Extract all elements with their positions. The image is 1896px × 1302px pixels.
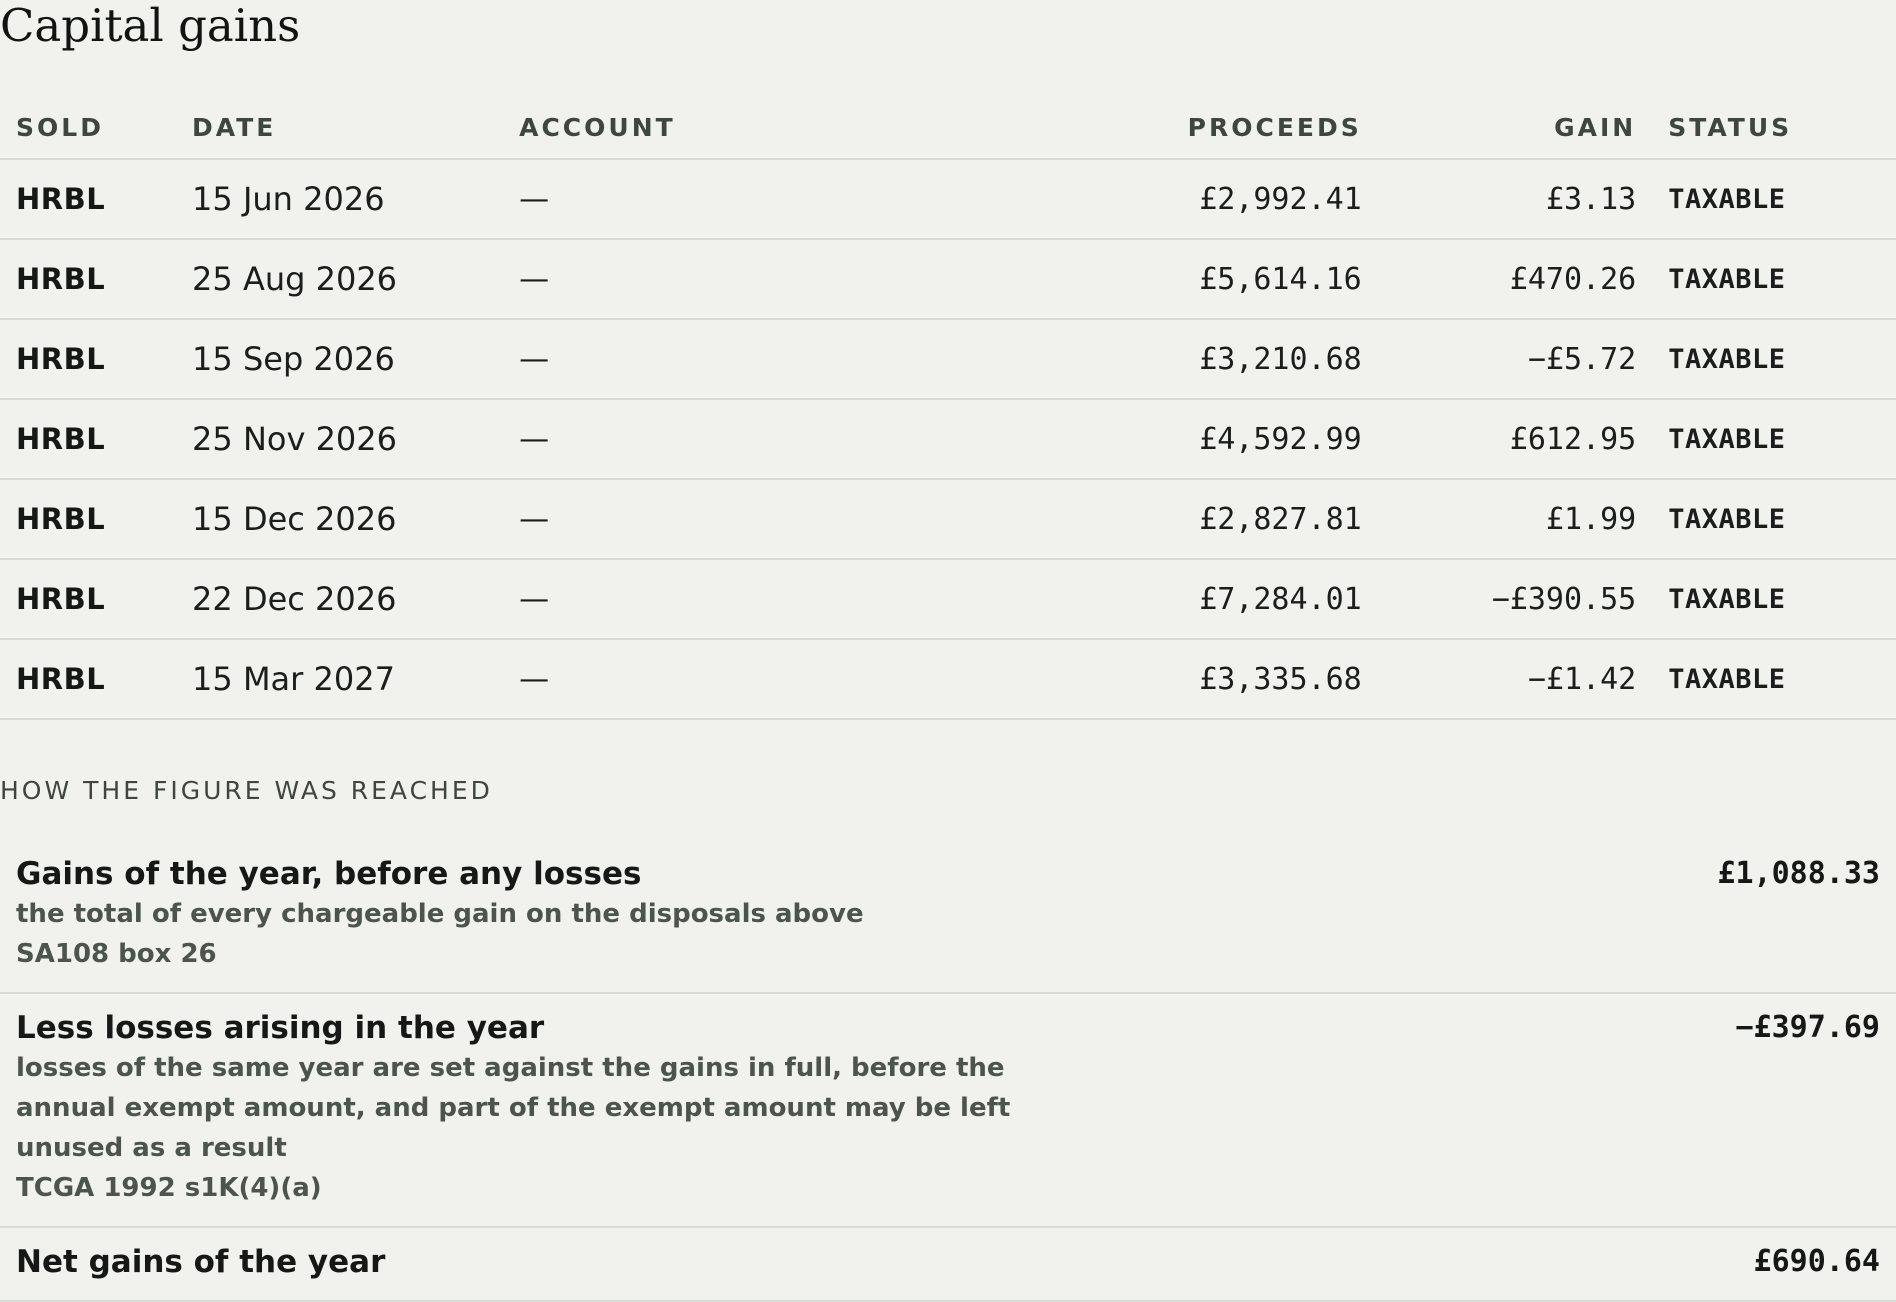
status-badge: TAXABLE: [1668, 263, 1786, 295]
sold-ticker: HRBL: [16, 582, 106, 616]
account-value: —: [519, 661, 550, 697]
proceeds-value: £4,592.99: [1199, 421, 1362, 457]
proceeds-value: £3,210.68: [1199, 341, 1362, 377]
gain-value: £3.13: [1545, 181, 1637, 217]
sold-ticker: HRBL: [16, 182, 106, 216]
account-value: —: [519, 421, 550, 457]
table-row[interactable]: [0, 560, 1896, 640]
table-row[interactable]: [0, 480, 1896, 560]
calculation-item-title: Net gains of the year: [16, 1244, 386, 1280]
status-badge: TAXABLE: [1668, 583, 1786, 615]
table-header-row: [0, 96, 1896, 160]
gain-value: £612.95: [1509, 421, 1637, 457]
calculation-item-amount: £1,088.33: [1717, 856, 1880, 891]
gain-value: −£1.42: [1527, 661, 1637, 697]
gain-value: −£5.72: [1527, 341, 1637, 377]
sale-date: 15 Jun 2026: [192, 180, 385, 218]
sale-date: 25 Nov 2026: [192, 420, 397, 458]
calculation-item-amount: £690.64: [1753, 1244, 1880, 1279]
sale-date: 15 Mar 2027: [192, 660, 395, 698]
account-value: —: [519, 581, 550, 617]
sale-date: 22 Dec 2026: [192, 580, 397, 618]
gain-value: −£390.55: [1491, 581, 1637, 617]
column-header-date[interactable]: DATE: [192, 112, 277, 142]
sold-ticker: HRBL: [16, 342, 106, 376]
column-header-account[interactable]: ACCOUNT: [519, 112, 676, 142]
calculation-item-description: the total of every chargeable gain on the disposals above: [16, 899, 864, 929]
calculation-breakdown: [0, 840, 1896, 1302]
status-badge: TAXABLE: [1668, 343, 1786, 375]
table-row[interactable]: [0, 400, 1896, 480]
status-badge: TAXABLE: [1668, 503, 1786, 535]
calculation-item-title: Gains of the year, before any losses: [16, 856, 642, 892]
sold-ticker: HRBL: [16, 662, 106, 696]
column-header-gain[interactable]: GAIN: [1554, 112, 1637, 142]
calculation-item: [0, 840, 1896, 994]
calculation-item-reference: SA108 box 26: [16, 939, 217, 969]
proceeds-value: £2,992.41: [1199, 181, 1362, 217]
calculation-item: [0, 1228, 1896, 1302]
table-row[interactable]: [0, 240, 1896, 320]
capital-gains-table: [0, 96, 1896, 720]
calculation-item-title: Less losses arising in the year: [16, 1010, 545, 1046]
proceeds-value: £2,827.81: [1199, 501, 1362, 537]
calculation-item-amount: −£397.69: [1735, 1010, 1880, 1045]
status-badge: TAXABLE: [1668, 663, 1786, 695]
calculation-item-reference: TCGA 1992 s1K(4)(a): [16, 1173, 322, 1203]
account-value: —: [519, 261, 550, 297]
account-value: —: [519, 181, 550, 217]
sold-ticker: HRBL: [16, 262, 106, 296]
sold-ticker: HRBL: [16, 422, 106, 456]
status-badge: TAXABLE: [1668, 423, 1786, 455]
gain-value: £470.26: [1509, 261, 1637, 297]
calculation-item-description: losses of the same year are set against the gains in full, before the annual exempt amount, and part of the exempt amount may be left unused as a result: [16, 1053, 1011, 1163]
table-row[interactable]: [0, 320, 1896, 400]
sold-ticker: HRBL: [16, 502, 106, 536]
account-value: —: [519, 501, 550, 537]
proceeds-value: £3,335.68: [1199, 661, 1362, 697]
column-header-status[interactable]: STATUS: [1668, 112, 1793, 142]
sale-date: 25 Aug 2026: [192, 260, 398, 298]
sale-date: 15 Sep 2026: [192, 340, 395, 378]
page-title: Capital gains: [0, 0, 301, 52]
table-row[interactable]: [0, 640, 1896, 720]
calculation-item: [0, 994, 1896, 1228]
sale-date: 15 Dec 2026: [192, 500, 397, 538]
proceeds-value: £7,284.01: [1199, 581, 1362, 617]
proceeds-value: £5,614.16: [1199, 261, 1362, 297]
status-badge: TAXABLE: [1668, 183, 1786, 215]
section-heading-how-figure-reached: HOW THE FIGURE WAS REACHED: [0, 776, 493, 805]
column-header-proceeds[interactable]: PROCEEDS: [1187, 112, 1362, 142]
column-header-sold[interactable]: SOLD: [16, 112, 104, 142]
gain-value: £1.99: [1545, 501, 1637, 537]
account-value: —: [519, 341, 550, 377]
table-row[interactable]: [0, 160, 1896, 240]
